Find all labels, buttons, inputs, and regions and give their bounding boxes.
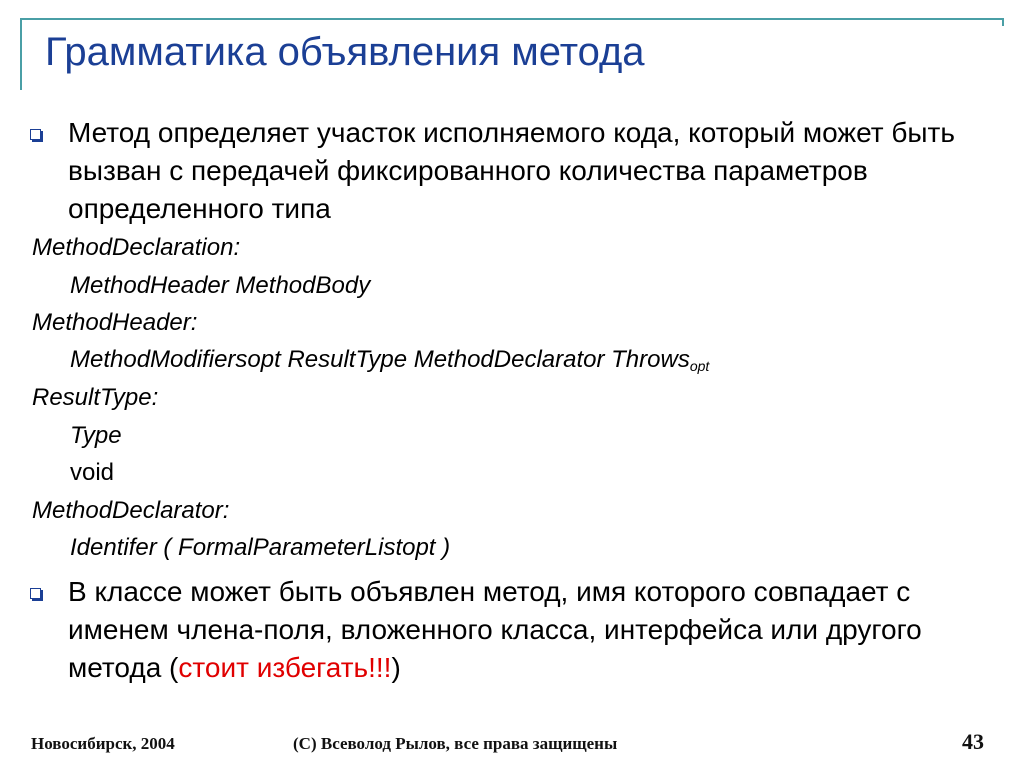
square-bullet-icon <box>30 588 41 599</box>
bullet-text-2-before: В классе может быть объявлен метод, имя которого совпадает с именем члена-поля, вложенного класса, интерфейса или другого метода ( <box>68 576 922 683</box>
grammar-method-declaration-rule: MethodHeader MethodBody <box>70 272 371 299</box>
grammar-method-header: MethodHeader: <box>32 309 198 336</box>
slide-title: Грамматика объявления метода <box>45 30 645 74</box>
frame-right-line <box>1002 18 1004 26</box>
grammar-method-declarator: MethodDeclarator: <box>32 497 230 524</box>
footer-copyright: (С) Всеволод Рылов, все права защищены <box>293 734 618 753</box>
square-bullet-icon <box>30 129 41 140</box>
bullet-text-1: Метод определяет участок исполняемого кода, который может быть вызван с передачей фиксированного количества параметров определенного типа <box>68 117 955 224</box>
grammar-opt-subscript: opt <box>689 358 710 374</box>
grammar-method-declaration: MethodDeclaration: <box>32 234 241 261</box>
grammar-method-declarator-rule: Identifer ( FormalParameterListopt ) <box>70 534 451 561</box>
bullet-text-2 <box>68 573 978 687</box>
grammar-method-header-rule-text: MethodModifiersopt ResultType MethodDeclarator Throws <box>70 346 690 373</box>
page-number: 43 <box>962 729 984 754</box>
footer-city-year: Новосибирск, 2004 <box>31 734 175 753</box>
bullet-item-2 <box>30 573 978 687</box>
grammar-method-header-rule <box>70 346 709 374</box>
highlight-warning: стоит избегать!!! <box>178 652 392 683</box>
grammar-result-type-type: Type <box>70 422 122 449</box>
bullet-text-2-after: ) <box>391 652 401 683</box>
bullet-item-1 <box>30 114 978 228</box>
grammar-result-type-void: void <box>70 459 115 486</box>
frame-top-line <box>20 18 1004 20</box>
grammar-result-type: ResultType: <box>32 384 159 411</box>
frame-left-line <box>20 18 22 90</box>
